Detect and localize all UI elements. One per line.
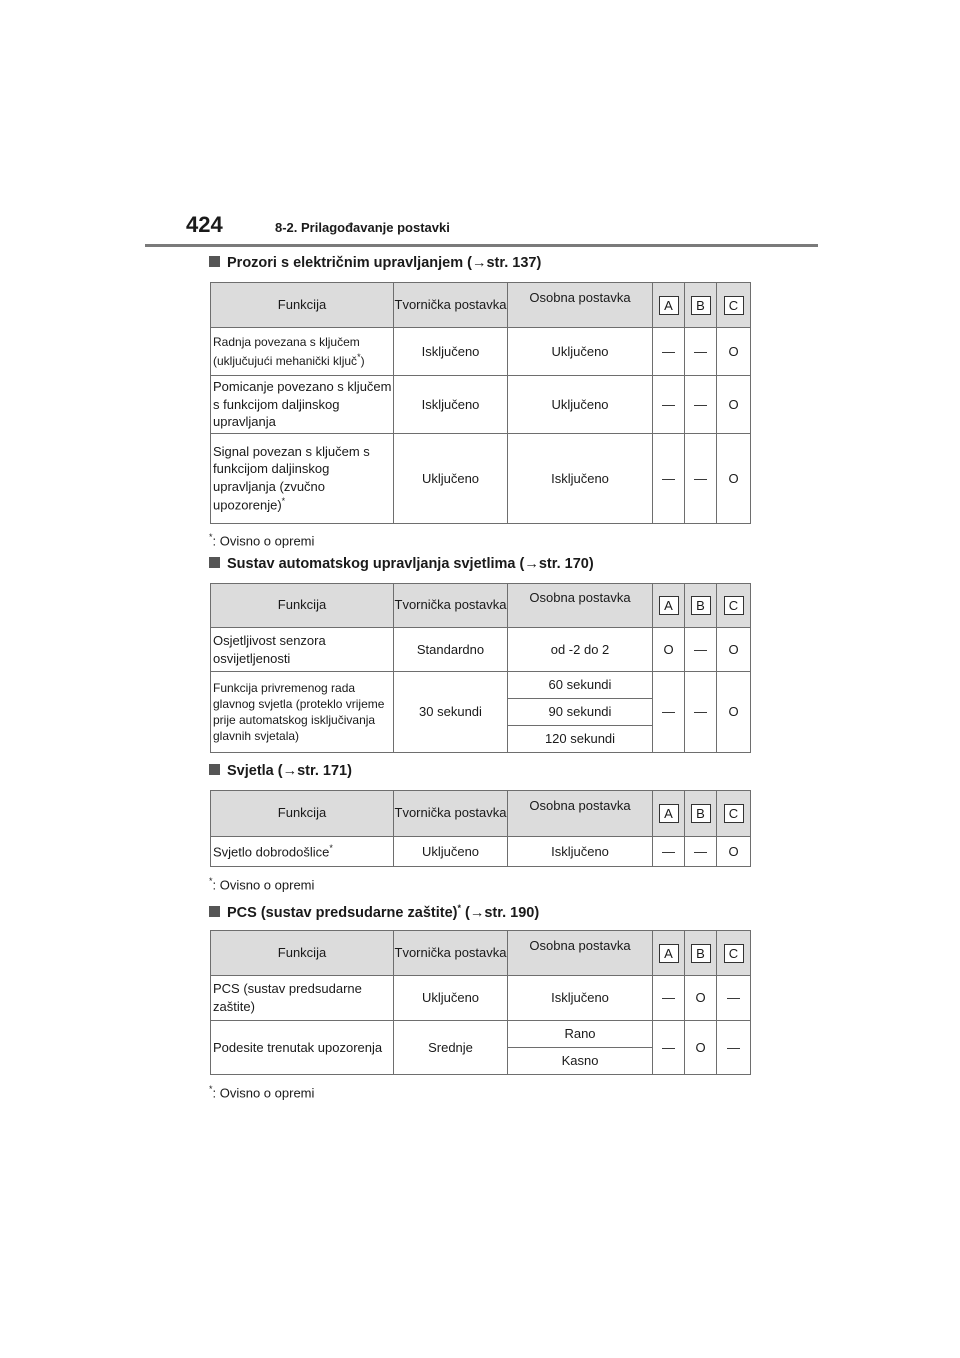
- col-personal: Osobna postavka: [508, 584, 653, 628]
- page-number: 424: [186, 212, 223, 237]
- col-default: Tvornička postavka: [394, 931, 508, 976]
- col-function: Funkcija: [211, 791, 394, 837]
- b-icon: B: [691, 944, 711, 963]
- a-icon: A: [659, 296, 679, 315]
- col-default: Tvornička postavka: [394, 283, 508, 328]
- section-title-pcs: PCS (sustav predsudarne zaštite)* (→str. 190): [209, 903, 539, 921]
- col-a: [653, 283, 685, 328]
- col-a: [653, 791, 685, 837]
- b-icon: B: [691, 596, 711, 615]
- col-c: [717, 931, 751, 976]
- table-power-windows: [210, 282, 751, 524]
- b-icon: B: [691, 804, 711, 823]
- col-a: [653, 931, 685, 976]
- col-function: Funkcija: [211, 584, 394, 628]
- table-pcs: Funkcija Tvornička postavka Osobna postavka A B C PCS (sustav predsudarne zaštite) Uključeno Isključeno — O — Podesite trenutak upozorenja Srednje Rano — O — Kasno: [210, 930, 751, 1075]
- table-row: Osjetljivost senzora osvijetljenosti Standardno od -2 do 2 O — O: [211, 628, 751, 672]
- footnote: *: Ovisno o opremi: [209, 876, 315, 893]
- table-row: Podesite trenutak upozorenja Srednje Rano — O —: [211, 1021, 751, 1048]
- col-c: [717, 584, 751, 628]
- a-icon: A: [659, 804, 679, 823]
- col-personal: Osobna postavka: [508, 791, 653, 837]
- footnote: *: Ovisno o opremi: [209, 532, 315, 549]
- table-row: Pomicanje povezano s ključem s funkcijom daljinskog upravljanja Isključeno Uključeno — — O: [211, 376, 751, 434]
- col-c: [717, 283, 751, 328]
- col-default: Tvornička postavka: [394, 584, 508, 628]
- table-row: Funkcija privremenog rada glavnog svjetla (proteklo vrijeme prije automatskog isključivanja glavnih svjetala) 30 sekundi 60 sekundi — — O: [211, 672, 751, 699]
- col-function: Funkcija: [211, 283, 394, 328]
- c-icon: C: [724, 804, 744, 823]
- col-personal: Osobna postavka: [508, 931, 653, 976]
- b-icon: B: [691, 296, 711, 315]
- bullet-square-icon: [209, 557, 220, 568]
- section-title-power-windows: Prozori s električnim upravljanjem (→str. 137): [209, 255, 541, 271]
- c-icon: C: [724, 944, 744, 963]
- table-auto-lights: Funkcija Tvornička postavka Osobna postavka A B C Osjetljivost senzora osvijetljenosti Standardno od -2 do 2 O — O Funkcija privremenog rada glavnog svjetla (proteklo vrijeme prije automatskog isključivanja glavnih svjetala) 30 sekundi 60 sekundi — — O 90 sekundi 120 sekundi: [210, 583, 751, 753]
- table-row: Signal povezan s ključem s funkcijom daljinskog upravljanja (zvučno upozorenje)* Uključeno Isključeno — — O: [211, 434, 751, 524]
- col-b: [685, 931, 717, 976]
- header-rule: [145, 244, 818, 247]
- col-personal: Osobna postavka: [508, 283, 653, 328]
- bullet-square-icon: [209, 906, 220, 917]
- col-b: [685, 584, 717, 628]
- footnote: *: Ovisno o opremi: [209, 1084, 315, 1101]
- table-row: Radnja povezana s ključem (uključujući mehanički ključ*) Isključeno Uključeno — — O: [211, 328, 751, 376]
- col-a: [653, 584, 685, 628]
- col-c: [717, 791, 751, 837]
- c-icon: C: [724, 296, 744, 315]
- col-b: [685, 791, 717, 837]
- chapter-title: 8-2. Prilagođavanje postavki: [275, 220, 450, 235]
- table-row: Svjetlo dobrodošlice* Uključeno Isključeno — — O: [211, 837, 751, 867]
- c-icon: C: [724, 596, 744, 615]
- table-row: PCS (sustav predsudarne zaštite) Uključeno Isključeno — O —: [211, 976, 751, 1021]
- bullet-square-icon: [209, 256, 220, 267]
- col-b: [685, 283, 717, 328]
- col-default: Tvornička postavka: [394, 791, 508, 837]
- section-title-lights: Svjetla (→str. 171): [209, 763, 352, 779]
- col-function: Funkcija: [211, 931, 394, 976]
- section-title-auto-lights: Sustav automatskog upravljanja svjetlima (→str. 170): [209, 556, 594, 572]
- bullet-square-icon: [209, 764, 220, 775]
- table-lights: [210, 790, 751, 867]
- a-icon: A: [659, 596, 679, 615]
- a-icon: A: [659, 944, 679, 963]
